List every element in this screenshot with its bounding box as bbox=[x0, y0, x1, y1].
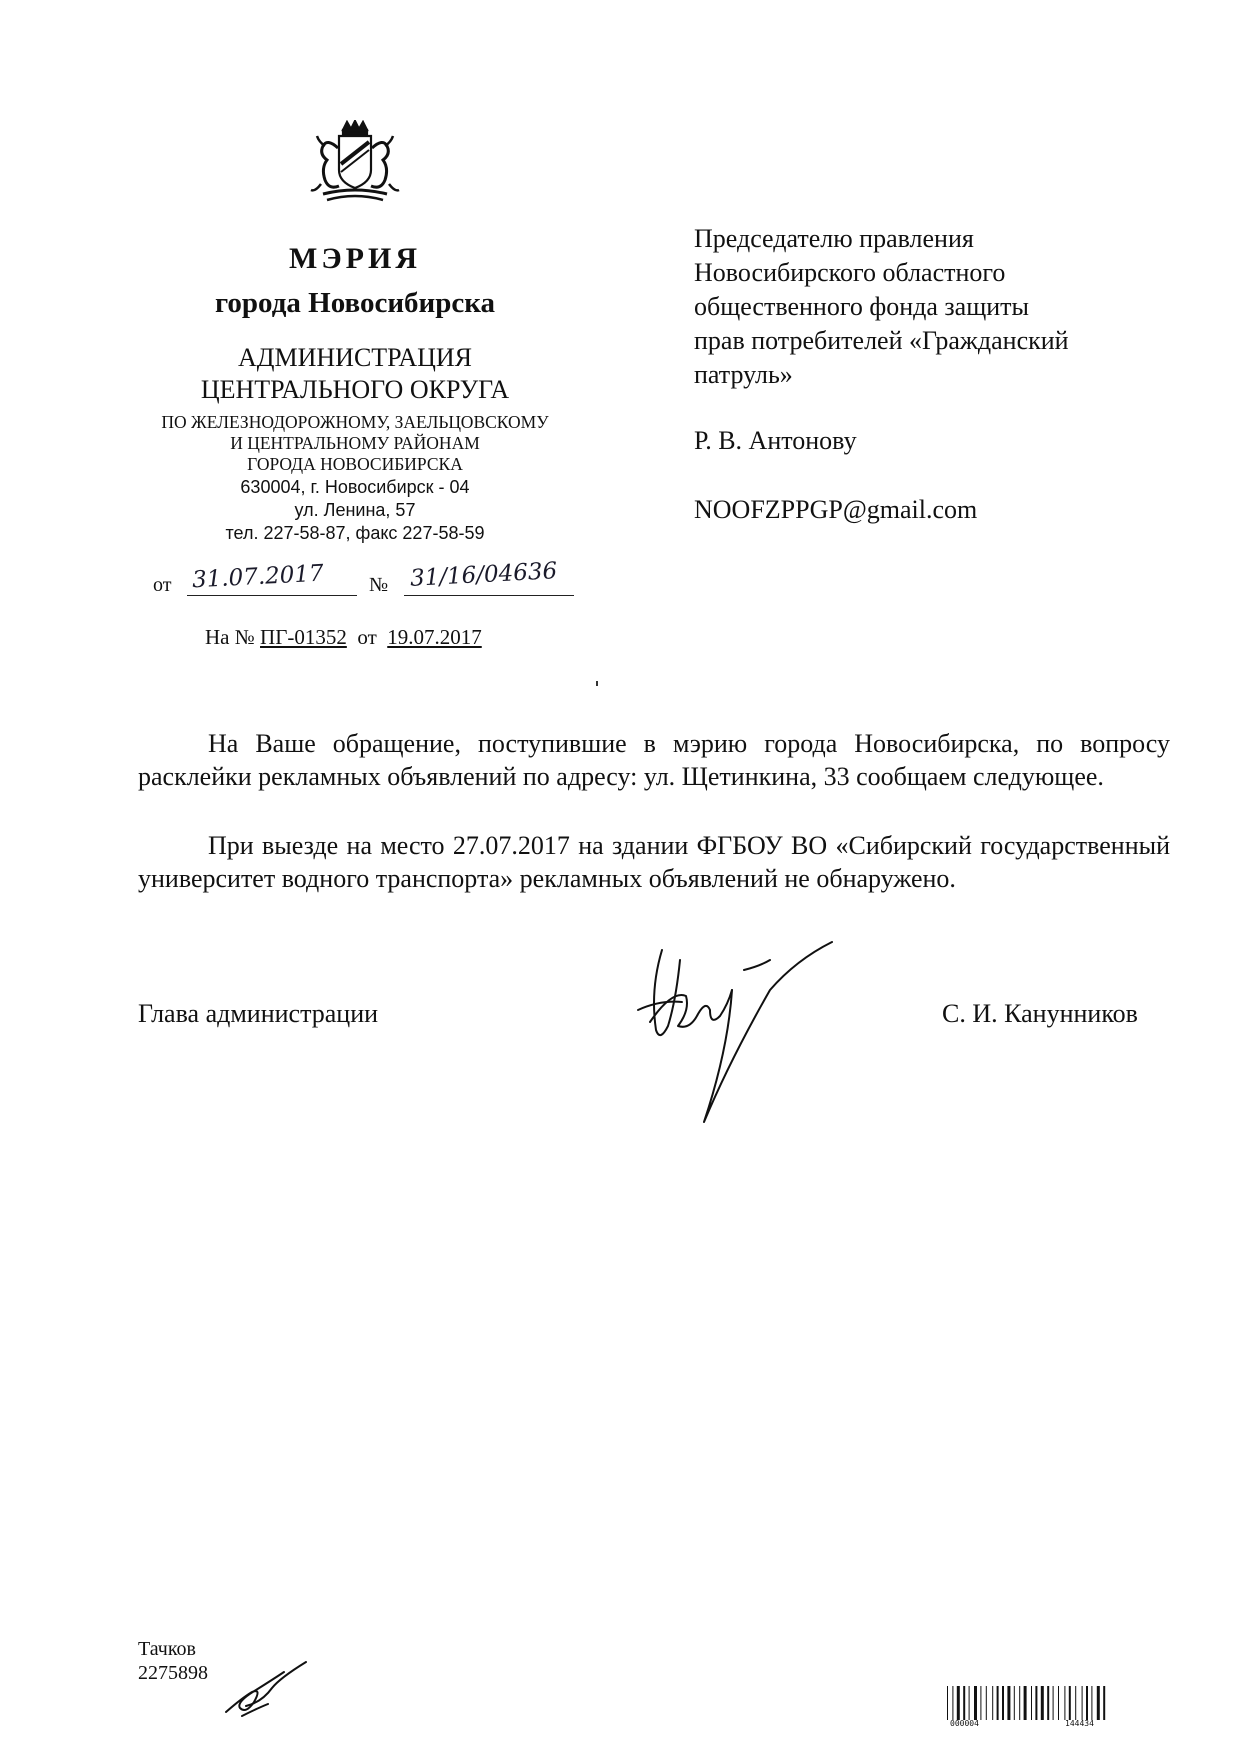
executor-name: Тачков bbox=[138, 1638, 196, 1660]
addressee-line-4: прав потребителей «Гражданский bbox=[694, 326, 1069, 355]
signatory-name: С. И. Канунников bbox=[942, 999, 1138, 1028]
reference-date: 19.07.2017 bbox=[387, 625, 482, 649]
reg-number-value: 31/16/04636 bbox=[409, 558, 558, 592]
district-line-3: ГОРОДА НОВОСИБИРСКА bbox=[247, 454, 463, 474]
initials-icon bbox=[222, 1658, 312, 1718]
addressee-name: Р. В. Антонову bbox=[694, 426, 857, 455]
addressee-line-2: Новосибирского областного bbox=[694, 258, 1006, 287]
district-line-1: ПО ЖЕЛЕЗНОДОРОЖНОМУ, ЗАЕЛЬЦОВСКОМУ bbox=[161, 412, 549, 432]
body-paragraph-1: На Ваше обращение, поступившие в мэрию города Новосибирска, по вопросу расклейки рекламных объявлений по адресу: ул. Щетинкина, 33 сообщаем следующее. bbox=[138, 729, 1170, 791]
reference-line bbox=[205, 624, 482, 650]
addressee-line-3: общественного фонда защиты bbox=[694, 292, 1029, 321]
addressee-email: NOOFZPPGP@gmail.com bbox=[694, 495, 978, 524]
district-line-2: И ЦЕНТРАЛЬНОМУ РАЙОНАМ bbox=[230, 433, 480, 453]
org-title: МЭРИЯ bbox=[289, 242, 421, 275]
signature-icon bbox=[620, 930, 850, 1130]
addressee-line-1: Председателю правления bbox=[694, 224, 974, 253]
executor-phone: 2275898 bbox=[138, 1662, 208, 1684]
reg-date-underline bbox=[187, 595, 357, 596]
address-line-2: ул. Ленина, 57 bbox=[294, 500, 416, 520]
barcode-number-left: 000004 bbox=[950, 1719, 979, 1728]
org-city: города Новосибирска bbox=[214, 287, 496, 319]
admin-line-1: АДМИНИСТРАЦИЯ bbox=[238, 343, 472, 372]
address-line-1: 630004, г. Новосибирск - 04 bbox=[240, 477, 470, 497]
barcode-number-right: 144434 bbox=[1065, 1719, 1094, 1728]
reg-number-underline bbox=[404, 595, 574, 596]
reference-number: ПГ-01352 bbox=[260, 625, 347, 649]
reg-date-label: от bbox=[153, 574, 172, 596]
reg-date-value: 31.07.2017 bbox=[191, 560, 325, 594]
reference-prefix: На № bbox=[205, 625, 255, 649]
phone-line: тел. 227-58-87, факс 227-58-59 bbox=[225, 523, 485, 543]
admin-line-2: ЦЕНТРАЛЬНОГО ОКРУГА bbox=[200, 375, 510, 404]
signatory-role: Глава администрации bbox=[138, 999, 379, 1028]
addressee-line-5: патруль» bbox=[694, 360, 793, 389]
reference-date-label: от bbox=[357, 625, 377, 649]
body-paragraph-2: При выезде на место 27.07.2017 на здании ФГБОУ ВО «Сибирский государственный университет водного транспорта» рекламных объявлений не обнаружено. bbox=[138, 831, 1170, 893]
reg-number-label: № bbox=[369, 574, 389, 596]
coat-of-arms-icon bbox=[305, 120, 405, 208]
scan-speck bbox=[596, 681, 598, 686]
